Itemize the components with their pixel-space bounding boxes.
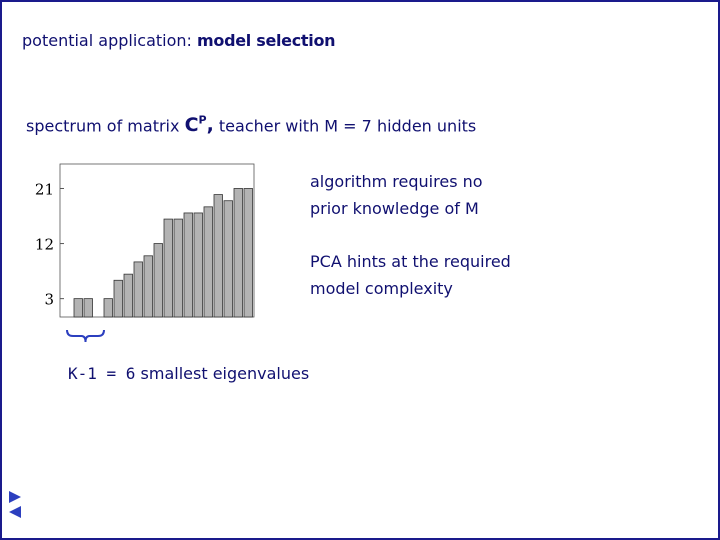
note1-line1: algorithm requires no: [310, 172, 483, 191]
bar: [144, 256, 153, 317]
bar: [104, 299, 113, 317]
bar: [114, 280, 123, 317]
eigenvalue-caption: [68, 364, 309, 383]
bar: [134, 262, 143, 317]
eigenvalue-brace: [67, 330, 104, 342]
y-tick-label: 3: [44, 290, 54, 309]
bar: [154, 244, 163, 317]
y-tick-label: 21: [34, 180, 54, 199]
bar: [124, 274, 133, 317]
slide-heading: [22, 31, 335, 50]
eigenvalue-spectrum-chart: [30, 152, 270, 372]
y-tick-label: 12: [34, 235, 54, 254]
note-model-complexity: [310, 248, 511, 302]
bar: [84, 299, 93, 317]
caption-formula: K-1 = 6: [68, 364, 136, 383]
matrix-symbol: [185, 114, 214, 136]
bar: [184, 213, 193, 317]
bar: [224, 201, 233, 317]
matrix-comma: ,: [206, 114, 214, 137]
bar: [214, 195, 223, 317]
matrix-superscript: P: [198, 114, 207, 127]
bar: [244, 188, 253, 317]
bar: [234, 188, 243, 317]
note2-line2: model complexity: [310, 279, 453, 298]
slide-subtitle: [26, 114, 476, 136]
play-forward-icon[interactable]: [8, 490, 22, 504]
bar: [74, 299, 83, 317]
subtitle-post: teacher with M = 7 hidden units: [218, 116, 477, 136]
heading-prefix: potential application:: [22, 31, 192, 50]
note-prior-knowledge: [310, 168, 483, 222]
bar: [164, 219, 173, 317]
matrix-letter: C: [184, 114, 199, 137]
note2-line1: PCA hints at the required: [310, 252, 511, 271]
heading-topic: model selection: [197, 31, 336, 50]
bar: [194, 213, 203, 317]
subtitle-pre: spectrum of matrix: [26, 116, 180, 136]
note1-line2: prior knowledge of M: [310, 199, 479, 218]
play-back-icon[interactable]: [8, 505, 22, 519]
caption-text: smallest eigenvalues: [140, 364, 310, 383]
bar: [174, 219, 183, 317]
bar: [204, 207, 213, 317]
